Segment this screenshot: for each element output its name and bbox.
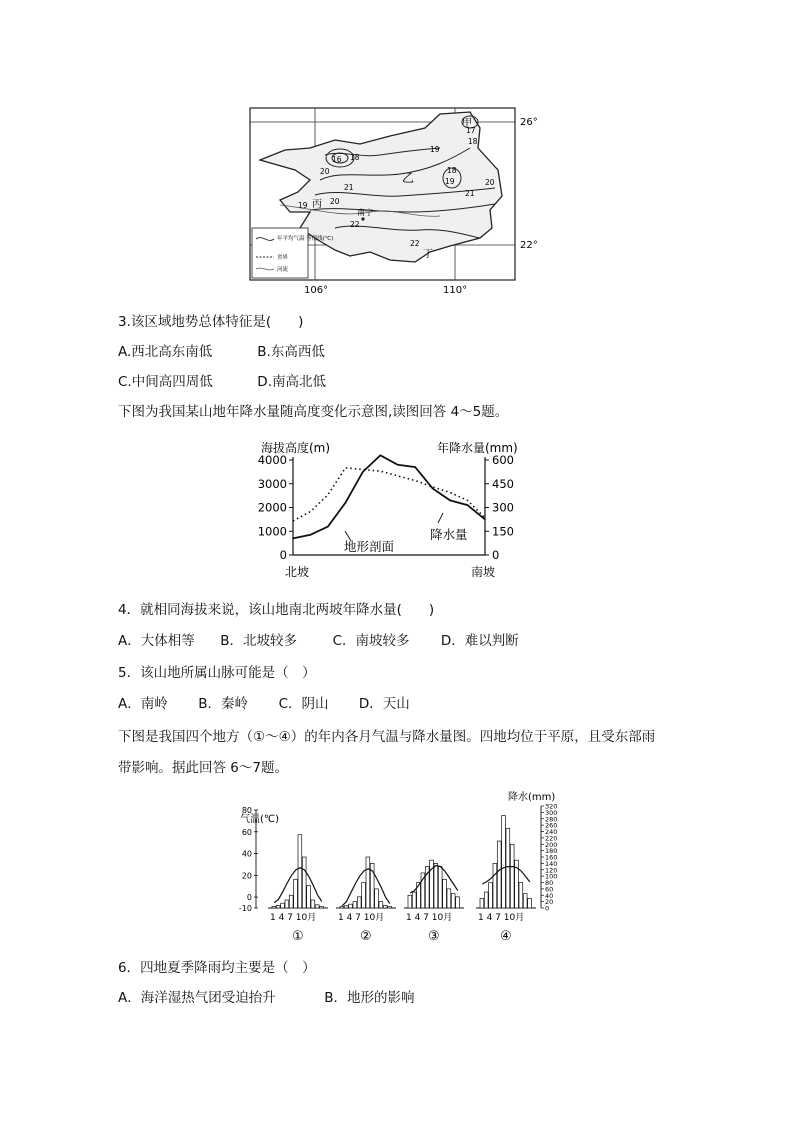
svg-text:18: 18 bbox=[350, 153, 360, 162]
precip-bar bbox=[497, 841, 501, 908]
option-b: B．地形的影响 bbox=[324, 990, 415, 1006]
question-6-options bbox=[118, 988, 415, 1008]
svg-text:20: 20 bbox=[485, 178, 495, 187]
question-3-options-row2 bbox=[118, 372, 326, 392]
region-map bbox=[240, 100, 540, 300]
precip-bar bbox=[383, 905, 387, 908]
precip-bar bbox=[489, 883, 493, 909]
temp-tick-label: 60 bbox=[241, 827, 252, 837]
option-b: B．北坡较多 bbox=[220, 633, 298, 649]
precip-bar bbox=[344, 906, 348, 908]
precip-bar bbox=[375, 889, 379, 908]
precip-bar bbox=[510, 844, 514, 908]
precip-bar bbox=[349, 904, 353, 908]
temp-tick-label: 80 bbox=[241, 806, 252, 815]
north-slope-label: 北坡 bbox=[285, 565, 310, 579]
precip-bar bbox=[315, 905, 319, 908]
panel-label: ③ bbox=[428, 929, 440, 944]
precip-tick-label: 260 bbox=[545, 821, 558, 830]
option-c: C.中间高四周低 bbox=[118, 374, 213, 390]
precip-tick-label: 280 bbox=[545, 815, 558, 824]
precip-bar bbox=[528, 898, 532, 908]
option-d: D．天山 bbox=[358, 696, 410, 712]
precip-bar bbox=[302, 857, 306, 908]
precip-bar bbox=[340, 906, 344, 908]
question-3-options-row1 bbox=[118, 342, 325, 362]
month-labels: 1 4 7 10月 bbox=[478, 913, 525, 923]
precip-tick-label: 220 bbox=[545, 834, 558, 843]
right-tick-label: 0 bbox=[492, 548, 500, 562]
precip-bar bbox=[285, 900, 289, 908]
precip-bar bbox=[311, 900, 315, 908]
precip-tick-label: 20 bbox=[545, 898, 554, 907]
right-tick-label: 300 bbox=[492, 500, 514, 515]
svg-text:20: 20 bbox=[320, 167, 330, 176]
svg-text:22: 22 bbox=[410, 239, 420, 248]
month-labels: 1 4 7 10月 bbox=[406, 913, 453, 923]
left-tick-label: 3000 bbox=[257, 476, 287, 491]
precip-tick-label: 60 bbox=[545, 885, 554, 894]
svg-text:22: 22 bbox=[350, 220, 360, 229]
precip-bar bbox=[298, 835, 302, 908]
month-labels: 1 4 7 10月 bbox=[338, 913, 385, 923]
precip-bar bbox=[362, 883, 366, 909]
right-tick-label: 450 bbox=[492, 476, 514, 491]
place-yi: 乙 bbox=[402, 171, 415, 185]
precip-tick-label: 240 bbox=[545, 828, 558, 836]
precip-label: 降水量 bbox=[430, 527, 468, 542]
precip-tick-label: 40 bbox=[545, 891, 554, 900]
svg-text:21: 21 bbox=[465, 189, 475, 198]
svg-text:19: 19 bbox=[445, 177, 455, 186]
right-tick-label: 150 bbox=[492, 524, 514, 539]
left-tick-label: 4000 bbox=[257, 453, 287, 467]
precip-bar bbox=[408, 895, 412, 908]
climate-panel-4 bbox=[476, 816, 536, 944]
question-4-stem: 4．就相同海拔来说，该山地南北两坡年降水量( ) bbox=[118, 602, 435, 618]
place-bing: 丙 bbox=[312, 199, 322, 210]
question-3-stem: 3.该区域地势总体特征是( ) bbox=[118, 314, 304, 330]
precip-bar bbox=[307, 886, 311, 908]
legend-river: 河流 bbox=[277, 267, 289, 273]
precip-bar bbox=[434, 863, 438, 908]
intro-4-5: 下图为我国某山地年降水量随高度变化示意图,读图回答 4～5题。 bbox=[118, 404, 509, 420]
svg-text:20: 20 bbox=[330, 197, 340, 206]
option-c: C．阴山 bbox=[278, 696, 329, 712]
climate-panel-2 bbox=[336, 857, 396, 944]
precip-bar bbox=[353, 902, 357, 908]
option-c: C．南坡较多 bbox=[332, 633, 410, 649]
climate-chart bbox=[236, 788, 556, 948]
left-tick-label: 0 bbox=[279, 548, 287, 562]
lon-label-106: 106° bbox=[304, 285, 329, 296]
precip-bar bbox=[484, 892, 488, 908]
climate-panel-1 bbox=[268, 835, 328, 944]
climate-panel-3 bbox=[404, 860, 464, 944]
svg-text:21: 21 bbox=[344, 183, 354, 192]
left-tick-label: 1000 bbox=[257, 524, 287, 539]
precip-axis-title: 降水(mm) bbox=[508, 792, 556, 803]
place-nanning: 南宁 bbox=[357, 208, 373, 217]
option-b: B.东高西低 bbox=[257, 344, 325, 360]
option-b: B．秦岭 bbox=[198, 696, 249, 712]
lat-label-26: 26° bbox=[520, 117, 538, 128]
svg-text:19: 19 bbox=[430, 145, 440, 154]
option-a: A.西北高东南低 bbox=[118, 344, 213, 360]
precip-bar bbox=[506, 828, 510, 908]
question-5-options bbox=[118, 694, 410, 714]
precip-tick-label: 160 bbox=[545, 853, 558, 862]
precip-tick-label: 100 bbox=[545, 872, 558, 881]
question-4-options bbox=[118, 631, 519, 651]
precip-tick-label: 200 bbox=[545, 840, 558, 849]
precip-bar bbox=[443, 879, 447, 908]
temp-tick-label: -10 bbox=[238, 904, 252, 913]
temp-tick-label: 20 bbox=[241, 871, 252, 881]
terrain-profile-line bbox=[293, 455, 485, 538]
precip-bar bbox=[502, 816, 506, 908]
precip-bar bbox=[294, 879, 298, 908]
precip-bar bbox=[379, 902, 383, 908]
precip-tick-label: 0 bbox=[545, 904, 550, 913]
precip-bar bbox=[519, 883, 523, 909]
svg-text:19: 19 bbox=[298, 201, 308, 210]
svg-text:17: 17 bbox=[466, 126, 476, 135]
precip-bar bbox=[281, 903, 285, 908]
precip-bar bbox=[451, 894, 455, 908]
option-a: A．大体相等 bbox=[118, 633, 195, 649]
precip-bar bbox=[366, 857, 370, 908]
precip-bar bbox=[438, 867, 442, 908]
precip-tick-label: 300 bbox=[545, 808, 558, 817]
option-d: D．难以判断 bbox=[440, 633, 519, 649]
temp-tick-label: 40 bbox=[241, 849, 252, 859]
precip-bar bbox=[320, 906, 324, 908]
legend-border: 省界 bbox=[277, 255, 289, 261]
temp-tick-label: 0 bbox=[246, 893, 252, 903]
temp-axis-title: 气温(℃) bbox=[240, 814, 280, 825]
intro-6-7-line1: 下图是我国四个地方（①～④）的年内各月气温与降水量图。四地均位于平原，且受东部雨 bbox=[118, 729, 656, 745]
legend-isotherm: 年平均气温 等值线(℃) bbox=[277, 236, 334, 242]
precip-tick-label: 80 bbox=[545, 879, 554, 887]
precipitation-line bbox=[293, 468, 485, 521]
left-tick-label: 2000 bbox=[257, 500, 287, 515]
precip-tick-label: 180 bbox=[545, 847, 558, 856]
precip-bar bbox=[480, 898, 484, 908]
precip-tick-label: 120 bbox=[545, 866, 558, 875]
option-a: A．南岭 bbox=[118, 696, 168, 712]
month-labels: 1 4 7 10月 bbox=[270, 913, 317, 923]
place-ding: 丁 bbox=[423, 249, 433, 260]
precip-bar bbox=[523, 894, 527, 908]
lon-label-110: 110° bbox=[443, 285, 468, 296]
precip-tick-label: 320 bbox=[545, 802, 558, 811]
precip-bar bbox=[357, 897, 361, 908]
precip-bar bbox=[447, 889, 451, 908]
precip-bar bbox=[289, 895, 293, 908]
precip-bar bbox=[493, 863, 497, 908]
panel-label: ④ bbox=[500, 929, 512, 944]
right-tick-label: 600 bbox=[492, 453, 514, 467]
panel-label: ① bbox=[292, 929, 304, 944]
question-5-stem: 5．该山地所属山脉可能是（ ） bbox=[118, 665, 316, 681]
precip-bar bbox=[272, 906, 276, 908]
precip-tick-label: 140 bbox=[545, 859, 558, 868]
terrain-label: 地形剖面 bbox=[344, 539, 395, 554]
option-a: A．海洋湿热气团受迫抬升 bbox=[118, 990, 276, 1006]
svg-text:18: 18 bbox=[468, 137, 478, 146]
precip-bar bbox=[388, 906, 392, 908]
right-axis-title: 年降水量(mm) bbox=[437, 441, 518, 455]
profile-chart bbox=[255, 435, 518, 585]
precip-bar bbox=[456, 897, 460, 908]
place-jia: 甲 bbox=[462, 118, 472, 129]
option-d: D.南高北低 bbox=[257, 374, 326, 390]
lat-label-22: 22° bbox=[520, 240, 538, 251]
precip-bar bbox=[412, 892, 416, 908]
intro-6-7-line2: 带影响。据此回答 6～7题。 bbox=[118, 760, 288, 776]
svg-text:18: 18 bbox=[447, 166, 457, 175]
panel-label: ② bbox=[360, 929, 372, 944]
precip-bar bbox=[276, 905, 280, 908]
left-axis-title: 海拔高度(m) bbox=[261, 441, 331, 455]
question-6-stem: 6．四地夏季降雨均主要是（ ） bbox=[118, 960, 316, 976]
south-slope-label: 南坡 bbox=[471, 565, 496, 579]
svg-text:16: 16 bbox=[332, 155, 342, 164]
